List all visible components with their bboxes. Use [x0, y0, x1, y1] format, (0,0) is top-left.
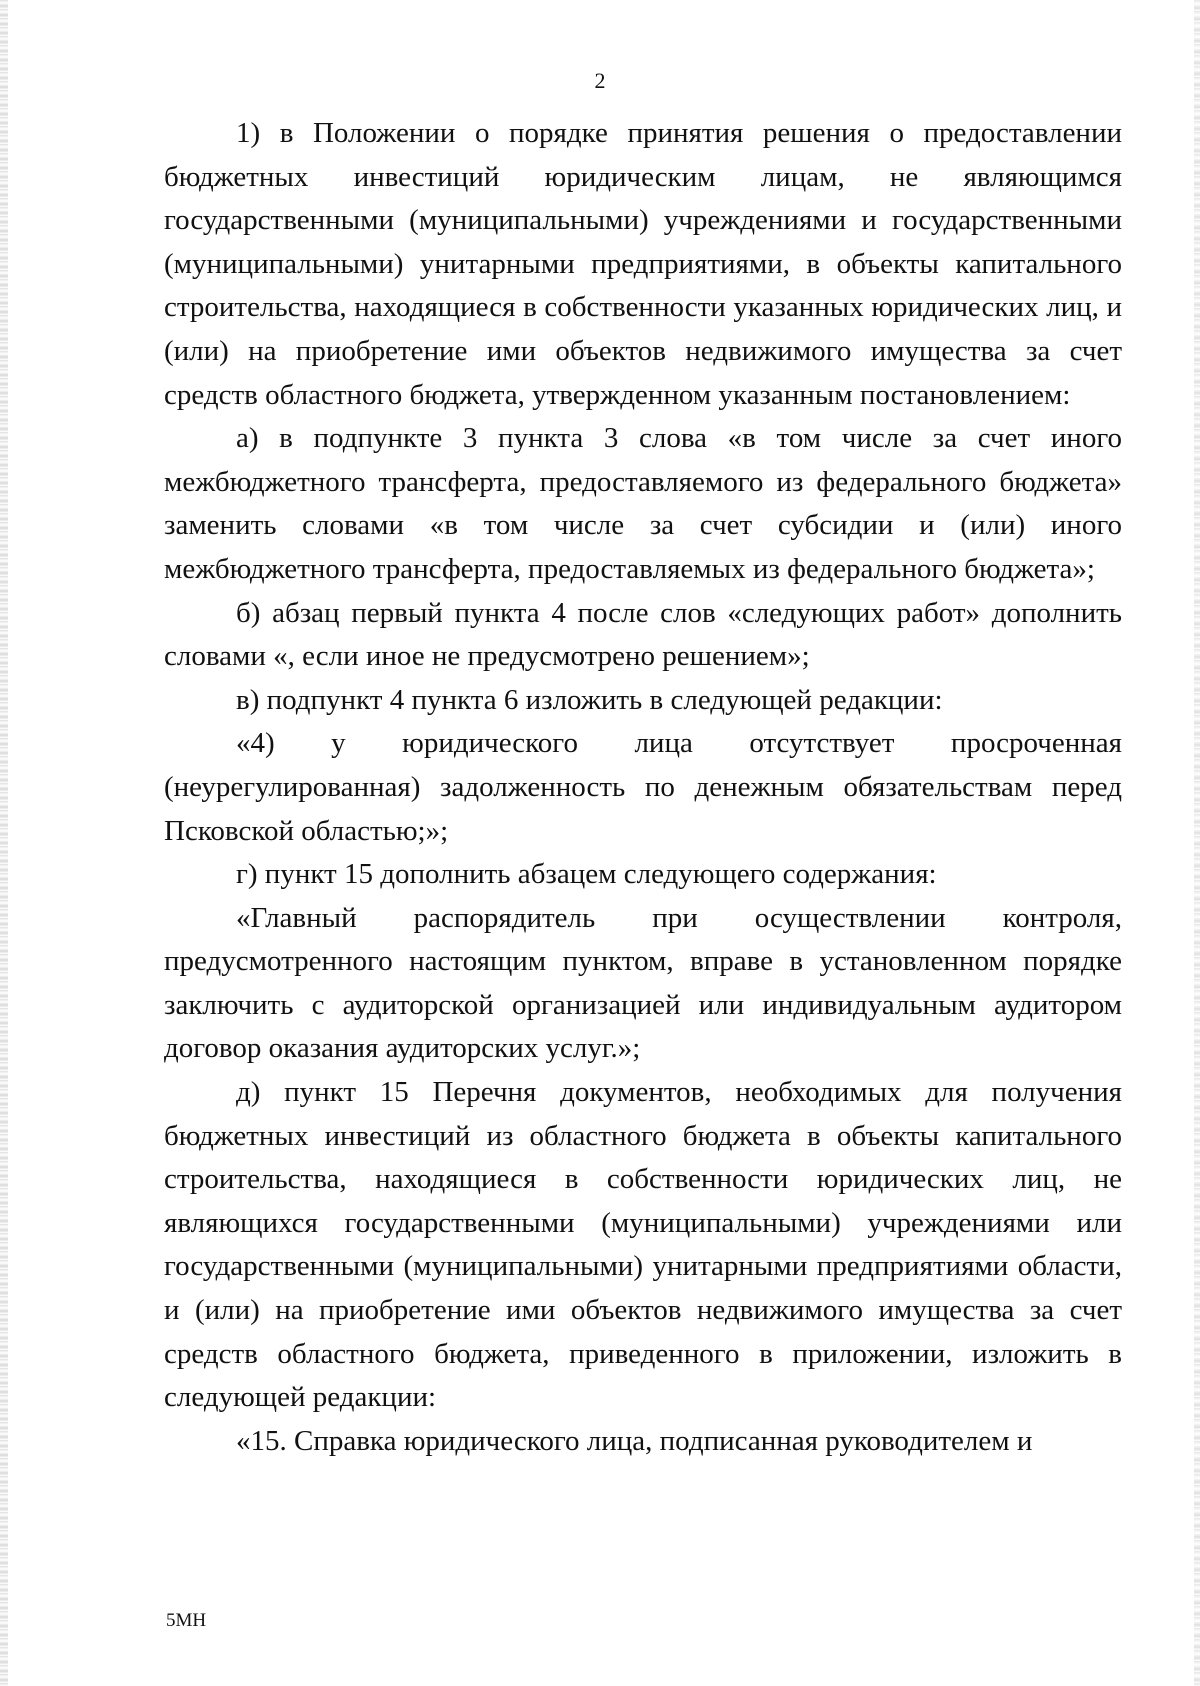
document-body: [164, 112, 1122, 1463]
scan-edge-right: [1194, 0, 1200, 1686]
paragraph-4: в) подпункт 4 пункта 6 изложить в следующей редакции:: [236, 683, 943, 716]
paragraph-6: г) пункт 15 дополнить абзацем следующего содержания:: [236, 858, 937, 891]
paragraph-3: б) абзац первый пункта 4 после слов «следующих работ» дополнить словами «, если иное не предусмотрено решением»;: [164, 596, 1122, 673]
page-number: 2: [594, 68, 606, 93]
paragraph-9: «15. Справка юридического лица, подписанная руководителем и: [236, 1424, 1033, 1457]
footer-code: 5МН: [166, 1610, 207, 1631]
paragraph-7: «Главный распорядитель при осуществлении контроля, предусмотренного настоящим пунктом, вправе в установленном порядке заключить с аудиторской организацией или индивидуальным аудитором договор оказания аудиторских услуг.»;: [164, 901, 1122, 1065]
scan-edge-left: [0, 0, 8, 1686]
paragraph-5: «4) у юридического лица отсутствует просроченная (неурегулированная) задолженность по денежным обязательствам перед Псковской областью;»;: [164, 727, 1122, 847]
paragraph-2: а) в подпункте 3 пункта 3 слова «в том числе за счет иного межбюджетного трансферта, предоставляемого из федерального бюджета» заменить словами «в том числе за счет субсидии и (или) иного межбюджетного трансферта, предоставляемых из федерального бюджета»;: [164, 422, 1122, 585]
paragraph-8: д) пункт 15 Перечня документов, необходимых для получения бюджетных инвестиций из областного бюджета в объекты капитального строительства, находящиеся в собственности юридических лиц, не являющихся государственными (муниципальными) учреждениями или государственными (муниципальными) унитарными предприятиями области, и (или) на приобретение ими объектов недвижимого имущества за счет средств областного бюджета, приведенного в приложении, изложить в следующей редакции:: [164, 1076, 1122, 1414]
paragraph-1: 1) в Положении о порядке принятия решения о предоставлении бюджетных инвестиций юридическим лицам, не являющимся государственными (муниципальными) учреждениями и государственными (муниципальными) унитарными предприятиями, в объекты капитального строительства, находящиеся в собственности указанных юридических лиц, и (или) на приобретение ими объектов недвижимого имущества за счет средств областного бюджета, утвержденном указанным постановлением:: [164, 117, 1122, 411]
